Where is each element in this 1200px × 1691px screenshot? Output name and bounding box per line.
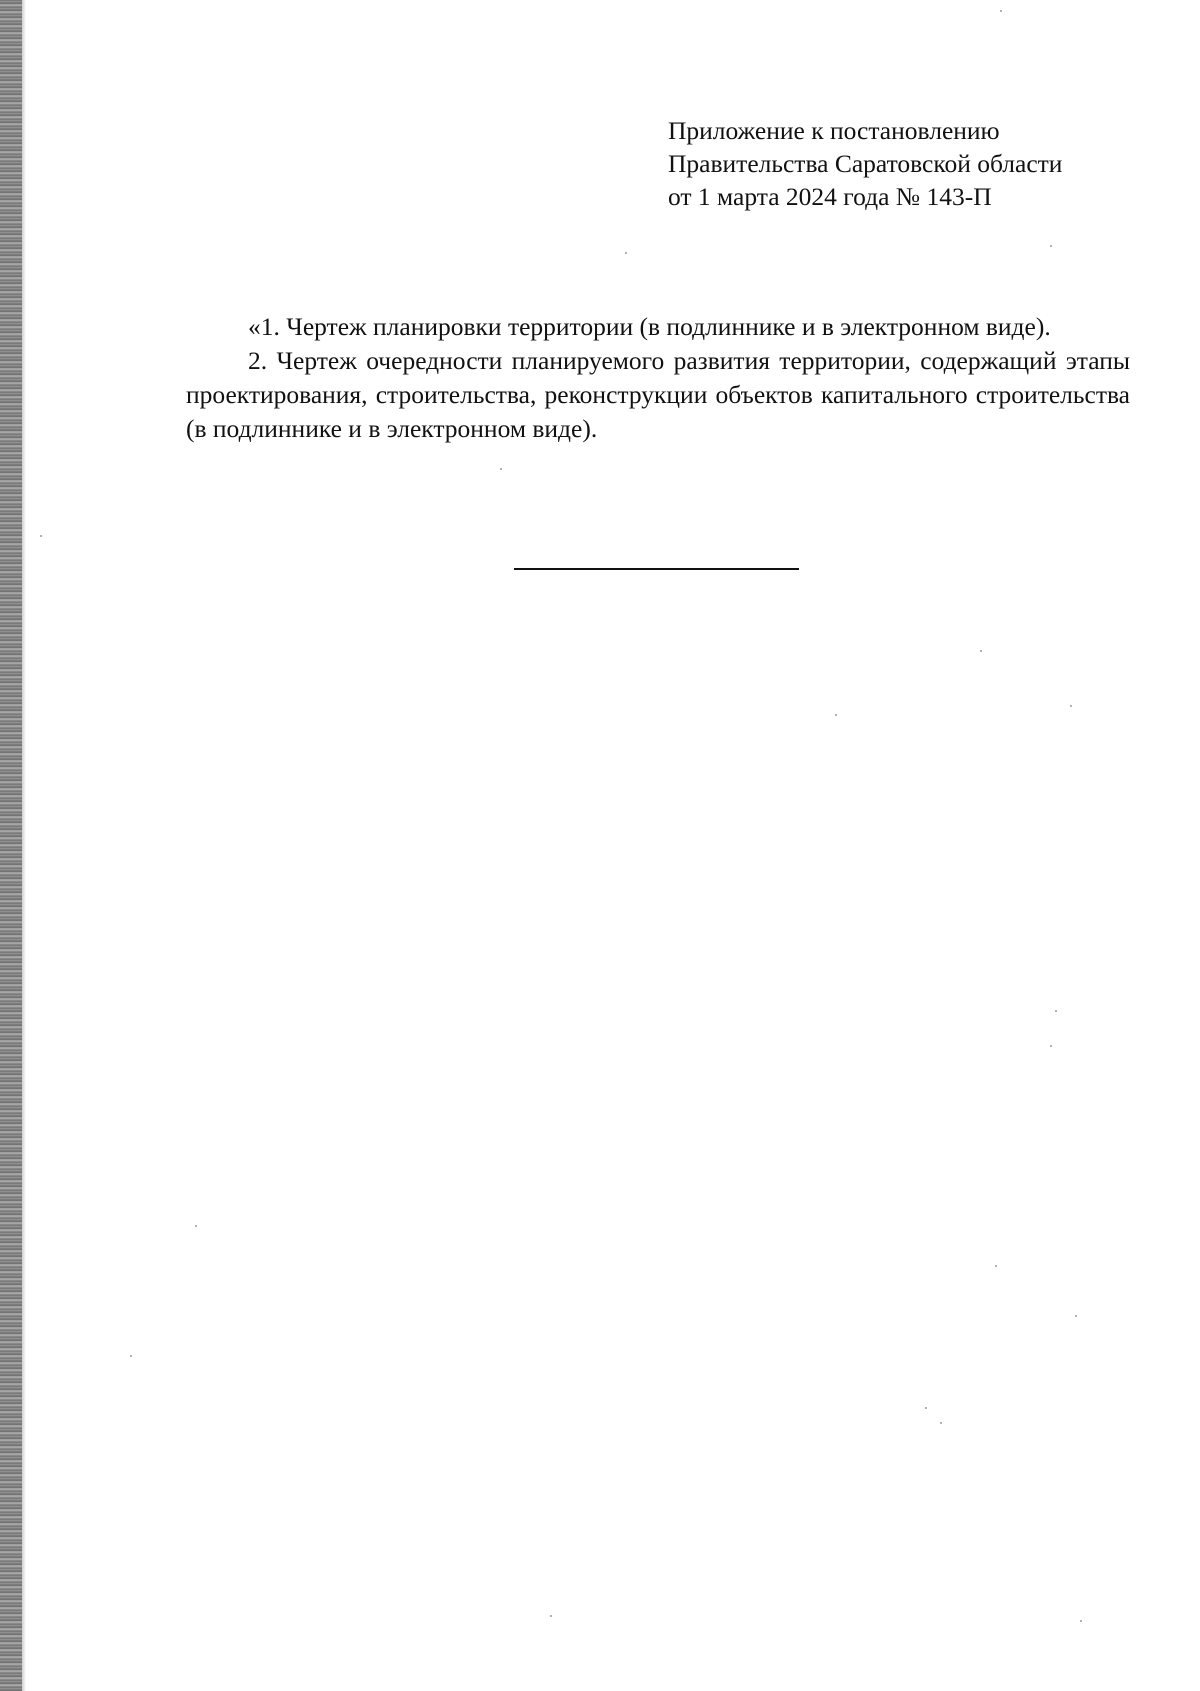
scan-speck — [995, 1265, 997, 1267]
scan-speck — [1000, 10, 1002, 12]
scan-speck — [40, 535, 42, 537]
header-line-3: от 1 марта 2024 года № 143-П — [668, 182, 992, 211]
scan-speck — [195, 1225, 197, 1227]
scan-edge-shadow — [0, 0, 22, 1691]
paragraph-1: «1. Чертеж планировки территории (в подлиннике и в электронном виде). — [248, 312, 1051, 341]
scan-speck — [835, 714, 837, 716]
scan-speck — [1080, 1620, 1082, 1622]
scan-speck — [925, 1407, 927, 1409]
scan-speck — [1070, 705, 1072, 707]
scan-speck — [1055, 1010, 1057, 1012]
separator-line — [514, 568, 799, 570]
scan-speck — [550, 1615, 552, 1617]
document-body — [186, 310, 1130, 446]
header-line-1: Приложение к постановлению — [668, 116, 1000, 145]
scan-speck — [1050, 245, 1052, 247]
scan-speck — [1075, 1315, 1077, 1317]
scan-speck — [1050, 1045, 1052, 1047]
scan-speck — [980, 650, 982, 652]
scan-speck — [130, 1355, 132, 1357]
scan-speck — [940, 1422, 942, 1424]
appendix-header — [668, 114, 1062, 213]
header-line-2: Правительства Саратовской области — [668, 149, 1063, 178]
scan-speck — [625, 252, 627, 254]
scan-speck — [500, 468, 502, 470]
paragraph-2: 2. Чертеж очередности планируемого развития территории, содержащий этапы проектирования, строительства, реконструкции объектов капитального строительства (в подлиннике и в электронном виде). — [186, 346, 1130, 443]
